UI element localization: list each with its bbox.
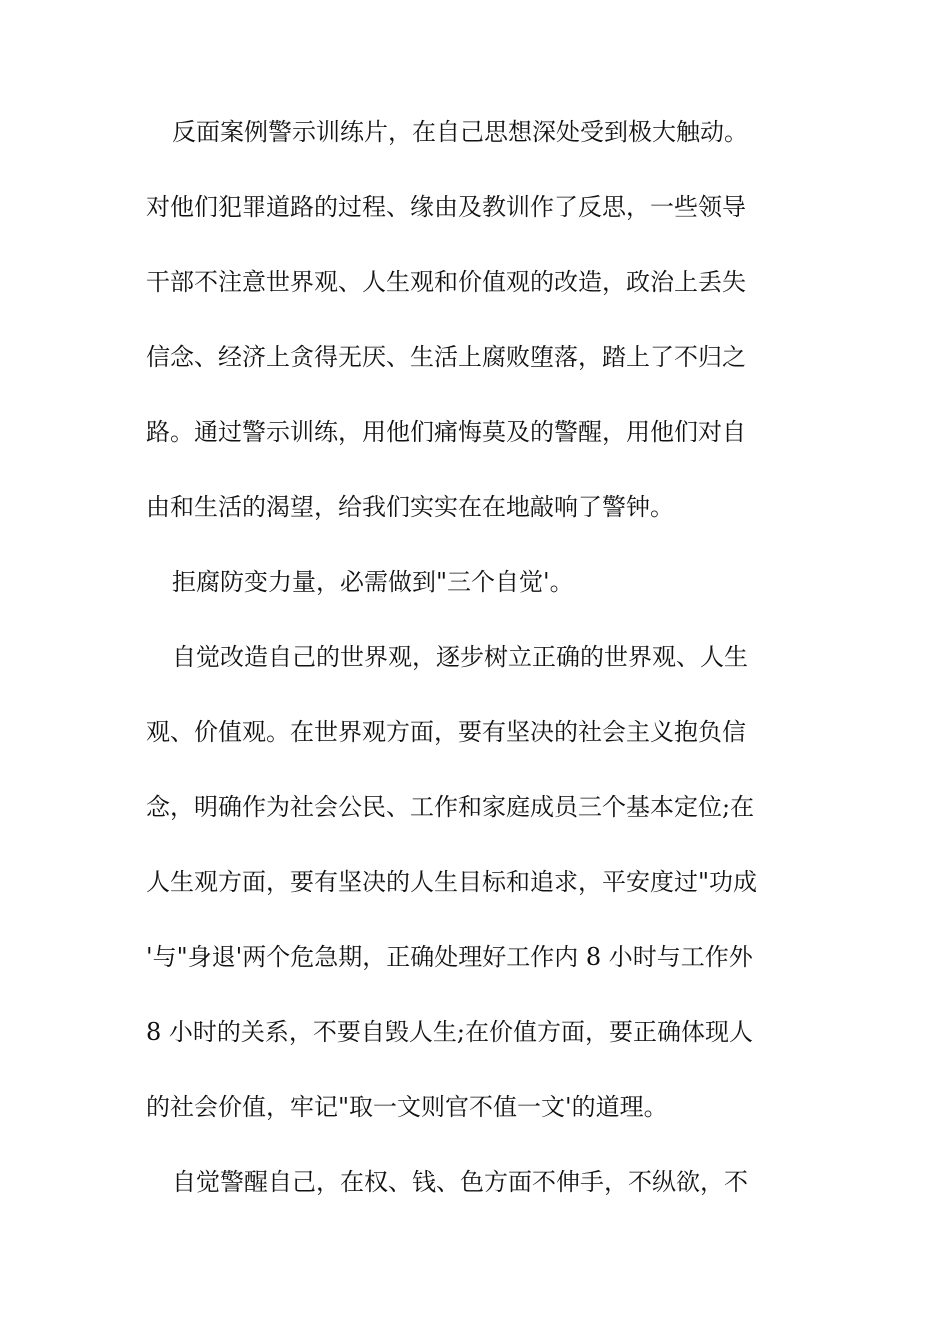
text-line: 自觉警醒自己，在权、钱、色方面不伸手，不纵欲，不 [172, 1168, 748, 1196]
text-line: 念，明确作为社会公民、工作和家庭成员三个基本定位;在 [146, 793, 755, 821]
text-line: 的社会价值，牢记"取一文则官不值一文'的道理。 [146, 1093, 668, 1121]
text-line: 观、价值观。在世界观方面，要有坚决的社会主义抱负信 [146, 718, 746, 746]
text-line: 人生观方面，要有坚决的人生目标和追求，平安度过"功成 [146, 868, 758, 896]
text-line: 由和生活的渴望，给我们实实在在地敲响了警钟。 [146, 493, 674, 521]
text-line: 信念、经济上贪得无厌、生活上腐败堕落，踏上了不归之 [146, 343, 746, 371]
text-line: 反面案例警示训练片，在自己思想深处受到极大触动。 [172, 118, 748, 146]
text-line: 8 小时的关系，不要自毁人生;在价值方面，要正确体现人 [146, 1018, 753, 1046]
text-line: 拒腐防变力量，必需做到"三个自觉'。 [172, 568, 574, 596]
text-line: 路。通过警示训练，用他们痛悔莫及的警醒，用他们对自 [146, 418, 746, 446]
text-line: '与"身退'两个危急期，正确处理好工作内 8 小时与工作外 [146, 943, 753, 971]
text-line: 自觉改造自己的世界观，逐步树立正确的世界观、人生 [172, 643, 748, 671]
text-line: 对他们犯罪道路的过程、缘由及教训作了反思，一些领导 [146, 193, 746, 221]
text-line: 干部不注意世界观、人生观和价值观的改造，政治上丢失 [146, 268, 746, 296]
